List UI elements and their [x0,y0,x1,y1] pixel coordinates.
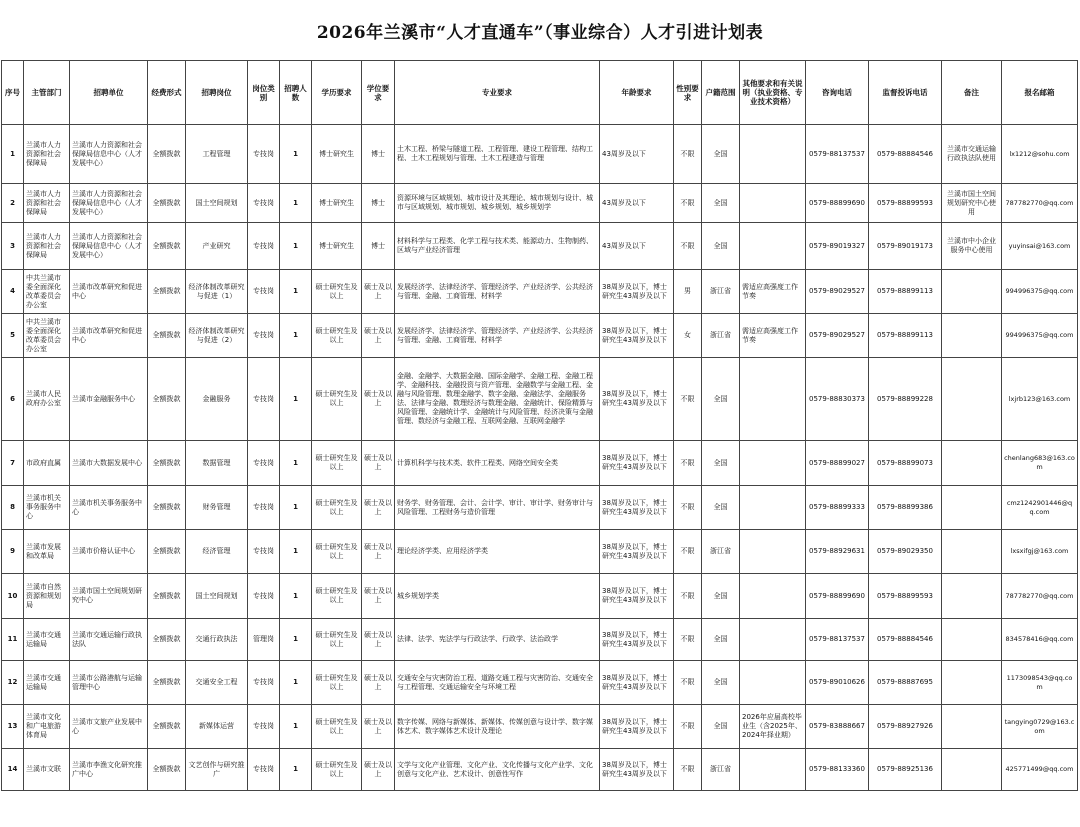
cell-other-requirements [740,223,806,270]
cell-funding: 全额拨款 [148,184,186,223]
cell-remarks [942,358,1002,441]
cell-employer: 兰溪市人力资源和社会保障局信息中心（人才发展中心） [70,223,148,270]
cell-remarks: 兰溪市交通运输行政执法队使用 [942,125,1002,184]
cell-phone: 0579-89029527 [806,314,869,358]
cell-index: 2 [2,184,24,223]
header-age: 年龄要求 [600,61,674,125]
cell-funding: 全额拨款 [148,358,186,441]
cell-household: 全国 [702,705,740,749]
cell-major: 发展经济学、法律经济学、管理经济学、产业经济学、公共经济与管理、金融、工商管理、材料学 [395,270,600,314]
header-position-type: 岗位类别 [248,61,280,125]
cell-remarks [942,486,1002,530]
cell-remarks [942,574,1002,619]
cell-funding: 全额拨款 [148,661,186,705]
cell-complaint-phone: 0579-88899593 [869,184,942,223]
cell-complaint-phone: 0579-88899593 [869,574,942,619]
cell-gender: 男 [674,270,702,314]
cell-remarks [942,530,1002,574]
header-other-requirements: 其他要求和有关说明（执业资格、专业技术资格） [740,61,806,125]
cell-age: 38周岁及以下，博士研究生43周岁及以下 [600,314,674,358]
table-row [2,270,1078,314]
cell-position-type: 管理岗 [248,619,280,661]
cell-phone: 0579-89019327 [806,223,869,270]
cell-education: 博士研究生 [312,223,362,270]
cell-age: 38周岁及以下，博士研究生43周岁及以下 [600,619,674,661]
cell-gender: 不限 [674,705,702,749]
cell-position-type: 专技岗 [248,530,280,574]
header-index: 序号 [2,61,24,125]
cell-complaint-phone: 0579-88899113 [869,314,942,358]
cell-gender: 不限 [674,358,702,441]
cell-education: 博士研究生 [312,125,362,184]
cell-major: 财务学、财务管理、会计、会计学、审计、审计学、财务审计与风险管理、工程财务与造价管理 [395,486,600,530]
cell-index: 14 [2,749,24,791]
cell-household: 浙江省 [702,749,740,791]
cell-email: cmz1242901446@qq.com [1002,486,1078,530]
cell-headcount: 1 [280,530,312,574]
cell-education: 硕士研究生及以上 [312,661,362,705]
cell-index: 4 [2,270,24,314]
cell-headcount: 1 [280,705,312,749]
cell-employer: 兰溪市李渔文化研究推广中心 [70,749,148,791]
cell-age: 38周岁及以下，博士研究生43周岁及以下 [600,749,674,791]
cell-funding: 全额拨款 [148,270,186,314]
cell-complaint-phone: 0579-88899386 [869,486,942,530]
cell-index: 10 [2,574,24,619]
table-row [2,125,1078,184]
cell-other-requirements [740,358,806,441]
cell-employer: 兰溪市大数据发展中心 [70,441,148,486]
cell-employer: 兰溪市价格认证中心 [70,530,148,574]
cell-department: 兰溪市文联 [24,749,70,791]
table-row [2,184,1078,223]
cell-remarks [942,749,1002,791]
cell-age: 38周岁及以下，博士研究生43周岁及以下 [600,530,674,574]
cell-position: 国土空间规划 [186,574,248,619]
header-position: 招聘岗位 [186,61,248,125]
cell-degree: 硕士及以上 [362,441,395,486]
cell-phone: 0579-88899690 [806,184,869,223]
cell-complaint-phone: 0579-88899073 [869,441,942,486]
cell-other-requirements [740,619,806,661]
cell-email: lxsxifgj@163.com [1002,530,1078,574]
header-headcount: 招聘人数 [280,61,312,125]
cell-phone: 0579-88929631 [806,530,869,574]
cell-complaint-phone: 0579-89029350 [869,530,942,574]
cell-funding: 全额拨款 [148,619,186,661]
cell-major: 金融、金融学、大数据金融、国际金融学、金融工程、金融工程学、金融科技、金融投资与资产管理、金融数学与金融工程、金融与风险管理、数理金融学、数字金融、金融法学、金融服务法、法律与金融、数理经济与数理金融、金融统计、保险精算与风险管理、金融统计学、金融统计与风险管理、经济决策与金融管理、数经济与金融工程、互联网金融、互联网金融学 [395,358,600,441]
cell-household: 全国 [702,441,740,486]
cell-email: 834578416@qq.com [1002,619,1078,661]
cell-department: 兰溪市发展和改革局 [24,530,70,574]
cell-education: 硕士研究生及以上 [312,574,362,619]
cell-department: 兰溪市人力资源和社会保障局 [24,184,70,223]
table-row [2,223,1078,270]
cell-index: 1 [2,125,24,184]
cell-major: 材料科学与工程类、化学工程与技术类、能源动力、生物制药、区域与产业经济管理 [395,223,600,270]
cell-headcount: 1 [280,619,312,661]
cell-household: 全国 [702,125,740,184]
cell-funding: 全额拨款 [148,486,186,530]
cell-other-requirements: 需适应高强度工作节奏 [740,270,806,314]
cell-degree: 硕士及以上 [362,574,395,619]
cell-remarks: 兰溪市中小企业服务中心使用 [942,223,1002,270]
cell-major: 发展经济学、法律经济学、管理经济学、产业经济学、公共经济与管理、金融、工商管理、材料学 [395,314,600,358]
header-degree: 学位要求 [362,61,395,125]
cell-remarks [942,314,1002,358]
cell-phone: 0579-88137537 [806,125,869,184]
cell-position-type: 专技岗 [248,125,280,184]
table-row [2,314,1078,358]
cell-gender: 不限 [674,749,702,791]
cell-index: 6 [2,358,24,441]
table-row [2,486,1078,530]
cell-headcount: 1 [280,441,312,486]
cell-age: 38周岁及以下，博士研究生43周岁及以下 [600,358,674,441]
cell-education: 硕士研究生及以上 [312,486,362,530]
cell-funding: 全额拨款 [148,530,186,574]
cell-major: 交通安全与灾害防治工程、道路交通工程与灾害防治、交通安全与工程管理、交通运输安全与环境工程 [395,661,600,705]
cell-age: 43周岁及以下 [600,184,674,223]
cell-education: 博士研究生 [312,184,362,223]
cell-education: 硕士研究生及以上 [312,705,362,749]
cell-funding: 全额拨款 [148,749,186,791]
cell-headcount: 1 [280,125,312,184]
cell-email: tangying0729@163.com [1002,705,1078,749]
cell-remarks: 兰溪市国土空间规划研究中心使用 [942,184,1002,223]
cell-gender: 不限 [674,125,702,184]
cell-other-requirements [740,574,806,619]
cell-index: 7 [2,441,24,486]
cell-gender: 不限 [674,441,702,486]
cell-age: 38周岁及以下，博士研究生43周岁及以下 [600,661,674,705]
cell-employer: 兰溪市公路港航与运输管理中心 [70,661,148,705]
cell-gender: 不限 [674,223,702,270]
cell-department: 兰溪市人力资源和社会保障局 [24,125,70,184]
cell-complaint-phone: 0579-88884546 [869,125,942,184]
cell-other-requirements [740,749,806,791]
cell-household: 全国 [702,619,740,661]
cell-household: 浙江省 [702,270,740,314]
cell-remarks [942,705,1002,749]
cell-other-requirements [740,125,806,184]
header-education: 学历要求 [312,61,362,125]
cell-funding: 全额拨款 [148,125,186,184]
cell-phone: 0579-89029527 [806,270,869,314]
cell-email: 1173098543@qq.com [1002,661,1078,705]
cell-household: 全国 [702,223,740,270]
cell-gender: 不限 [674,486,702,530]
cell-degree: 硕士及以上 [362,314,395,358]
cell-degree: 硕士及以上 [362,358,395,441]
header-funding: 经费形式 [148,61,186,125]
cell-position-type: 专技岗 [248,705,280,749]
cell-position-type: 专技岗 [248,184,280,223]
cell-department: 兰溪市文化和广电旅游体育局 [24,705,70,749]
cell-age: 43周岁及以下 [600,125,674,184]
cell-gender: 不限 [674,530,702,574]
table-row [2,705,1078,749]
cell-department: 中共兰溪市委全面深化改革委员会办公室 [24,270,70,314]
cell-age: 43周岁及以下 [600,223,674,270]
cell-major: 土木工程、桥梁与隧道工程、工程管理、建设工程管理、结构工程、土木工程规划与管理、土木工程建造与管理 [395,125,600,184]
cell-other-requirements [740,486,806,530]
cell-education: 硕士研究生及以上 [312,749,362,791]
cell-email: 787782770@qq.com [1002,574,1078,619]
cell-household: 全国 [702,486,740,530]
cell-gender: 不限 [674,619,702,661]
cell-gender: 不限 [674,184,702,223]
cell-employer: 兰溪市交通运输行政执法队 [70,619,148,661]
header-employer: 招聘单位 [70,61,148,125]
table-row [2,358,1078,441]
cell-phone: 0579-88137537 [806,619,869,661]
cell-major: 资源环境与区域规划、城市设计及其理论、城市规划与设计、城市与区域规划、城市规划、城乡规划、城乡规划学 [395,184,600,223]
cell-phone: 0579-88899690 [806,574,869,619]
cell-complaint-phone: 0579-88927926 [869,705,942,749]
cell-position-type: 专技岗 [248,574,280,619]
cell-headcount: 1 [280,314,312,358]
cell-age: 38周岁及以下，博士研究生43周岁及以下 [600,574,674,619]
table-row [2,530,1078,574]
cell-funding: 全额拨款 [148,441,186,486]
cell-position: 经济管理 [186,530,248,574]
cell-position-type: 专技岗 [248,314,280,358]
cell-age: 38周岁及以下，博士研究生43周岁及以下 [600,486,674,530]
cell-department: 中共兰溪市委全面深化改革委员会办公室 [24,314,70,358]
cell-household: 全国 [702,574,740,619]
cell-index: 3 [2,223,24,270]
cell-remarks [942,270,1002,314]
cell-position: 国土空间规划 [186,184,248,223]
cell-department: 兰溪市交通运输局 [24,619,70,661]
cell-employer: 兰溪市人力资源和社会保障局信息中心（人才发展中心） [70,184,148,223]
cell-phone: 0579-88899333 [806,486,869,530]
cell-degree: 硕士及以上 [362,619,395,661]
recruitment-plan-table [1,60,1078,791]
cell-department: 兰溪市机关事务服务中心 [24,486,70,530]
header-major: 专业要求 [395,61,600,125]
cell-position-type: 专技岗 [248,270,280,314]
cell-gender: 不限 [674,574,702,619]
cell-position-type: 专技岗 [248,486,280,530]
cell-headcount: 1 [280,574,312,619]
cell-position: 文艺创作与研究推广 [186,749,248,791]
cell-degree: 硕士及以上 [362,661,395,705]
cell-household: 浙江省 [702,314,740,358]
cell-index: 8 [2,486,24,530]
cell-position: 财务管理 [186,486,248,530]
cell-funding: 全额拨款 [148,705,186,749]
cell-department: 兰溪市交通运输局 [24,661,70,705]
cell-funding: 全额拨款 [148,314,186,358]
cell-remarks [942,441,1002,486]
cell-position: 金融服务 [186,358,248,441]
cell-email: 994996375@qq.com [1002,270,1078,314]
cell-education: 硕士研究生及以上 [312,530,362,574]
cell-department: 兰溪市人民政府办公室 [24,358,70,441]
cell-funding: 全额拨款 [148,223,186,270]
cell-degree: 硕士及以上 [362,486,395,530]
header-row [2,61,1078,125]
cell-degree: 博士 [362,184,395,223]
cell-position-type: 专技岗 [248,358,280,441]
header-email: 报名邮箱 [1002,61,1078,125]
cell-index: 13 [2,705,24,749]
cell-position-type: 专技岗 [248,223,280,270]
cell-complaint-phone: 0579-88899113 [869,270,942,314]
cell-remarks [942,661,1002,705]
cell-other-requirements: 需适应高强度工作节奏 [740,314,806,358]
cell-position: 经济体制改革研究与促进（1） [186,270,248,314]
cell-email: 787782770@qq.com [1002,184,1078,223]
cell-position: 新媒体运营 [186,705,248,749]
cell-headcount: 1 [280,486,312,530]
cell-employer: 兰溪市文旅产业发展中心 [70,705,148,749]
cell-major: 理论经济学类、应用经济学类 [395,530,600,574]
cell-major: 数字传媒、网络与新媒体、新媒体、传媒创意与设计学、数字媒体艺术、数字媒体艺术设计及理论 [395,705,600,749]
cell-phone: 0579-89010626 [806,661,869,705]
cell-degree: 博士 [362,223,395,270]
cell-education: 硕士研究生及以上 [312,314,362,358]
cell-phone: 0579-88830373 [806,358,869,441]
cell-department: 市政府直属 [24,441,70,486]
cell-position-type: 专技岗 [248,749,280,791]
cell-education: 硕士研究生及以上 [312,358,362,441]
cell-degree: 硕士及以上 [362,705,395,749]
table-row [2,749,1078,791]
cell-degree: 硕士及以上 [362,749,395,791]
cell-other-requirements: 2026年应届高校毕业生（含2025年、2024年择业期） [740,705,806,749]
cell-degree: 硕士及以上 [362,270,395,314]
cell-other-requirements [740,661,806,705]
cell-email: 994996375@qq.com [1002,314,1078,358]
cell-index: 11 [2,619,24,661]
header-department: 主管部门 [24,61,70,125]
table-row [2,661,1078,705]
cell-headcount: 1 [280,749,312,791]
cell-position: 产业研究 [186,223,248,270]
cell-headcount: 1 [280,223,312,270]
cell-position: 工程管理 [186,125,248,184]
cell-email: chenlang683@163.com [1002,441,1078,486]
cell-education: 硕士研究生及以上 [312,441,362,486]
cell-other-requirements [740,441,806,486]
cell-age: 38周岁及以下，博士研究生43周岁及以下 [600,705,674,749]
page-title: 2026年兰溪市“人才直通车”（事业综合）人才引进计划表 [316,23,764,43]
header-gender: 性别要求 [674,61,702,125]
cell-age: 38周岁及以下，博士研究生43周岁及以下 [600,441,674,486]
cell-department: 兰溪市自然资源和规划局 [24,574,70,619]
cell-gender: 不限 [674,661,702,705]
cell-position-type: 专技岗 [248,441,280,486]
cell-complaint-phone: 0579-88884546 [869,619,942,661]
cell-email: lx1212@sohu.com [1002,125,1078,184]
cell-gender: 女 [674,314,702,358]
table-row [2,574,1078,619]
cell-employer: 兰溪市人力资源和社会保障局信息中心（人才发展中心） [70,125,148,184]
cell-department: 兰溪市人力资源和社会保障局 [24,223,70,270]
cell-major: 城乡规划学类 [395,574,600,619]
cell-complaint-phone: 0579-88925136 [869,749,942,791]
header-remarks: 备注 [942,61,1002,125]
cell-employer: 兰溪市改革研究和促进中心 [70,314,148,358]
cell-funding: 全额拨款 [148,574,186,619]
cell-phone: 0579-88899027 [806,441,869,486]
cell-major: 计算机科学与技术类、软件工程类、网络空间安全类 [395,441,600,486]
table-row [2,619,1078,661]
cell-email: 425771499@qq.com [1002,749,1078,791]
cell-education: 硕士研究生及以上 [312,619,362,661]
cell-other-requirements [740,184,806,223]
cell-remarks [942,619,1002,661]
cell-email: lxjrb123@163.com [1002,358,1078,441]
cell-household: 浙江省 [702,530,740,574]
header-household: 户籍范围 [702,61,740,125]
cell-position: 交通安全工程 [186,661,248,705]
cell-position: 交通行政执法 [186,619,248,661]
cell-household: 全国 [702,358,740,441]
cell-headcount: 1 [280,661,312,705]
header-phone: 咨询电话 [806,61,869,125]
cell-headcount: 1 [280,358,312,441]
cell-position: 数据管理 [186,441,248,486]
cell-household: 全国 [702,184,740,223]
header-complaint-phone: 监督投诉电话 [869,61,942,125]
cell-index: 12 [2,661,24,705]
cell-major: 文学与文化产业管理、文化产业、文化传播与文化产业学、文化创意与文化产业、艺术设计、创意性写作 [395,749,600,791]
cell-degree: 硕士及以上 [362,530,395,574]
cell-employer: 兰溪市改革研究和促进中心 [70,270,148,314]
table-row [2,441,1078,486]
cell-position: 经济体制改革研究与促进（2） [186,314,248,358]
cell-education: 硕士研究生及以上 [312,270,362,314]
cell-position-type: 专技岗 [248,661,280,705]
cell-phone: 0579-83888667 [806,705,869,749]
cell-age: 38周岁及以下，博士研究生43周岁及以下 [600,270,674,314]
cell-index: 5 [2,314,24,358]
cell-major: 法律、法学、宪法学与行政法学、行政学、法治政学 [395,619,600,661]
cell-email: yuyinsai@163.com [1002,223,1078,270]
cell-employer: 兰溪市机关事务服务中心 [70,486,148,530]
cell-other-requirements [740,530,806,574]
cell-headcount: 1 [280,270,312,314]
cell-phone: 0579-88133360 [806,749,869,791]
cell-index: 9 [2,530,24,574]
cell-employer: 兰溪市金融服务中心 [70,358,148,441]
cell-complaint-phone: 0579-88899228 [869,358,942,441]
cell-headcount: 1 [280,184,312,223]
cell-household: 全国 [702,661,740,705]
cell-complaint-phone: 0579-89019173 [869,223,942,270]
table-body [2,125,1078,791]
cell-complaint-phone: 0579-88887695 [869,661,942,705]
cell-degree: 博士 [362,125,395,184]
cell-employer: 兰溪市国土空间规划研究中心 [70,574,148,619]
